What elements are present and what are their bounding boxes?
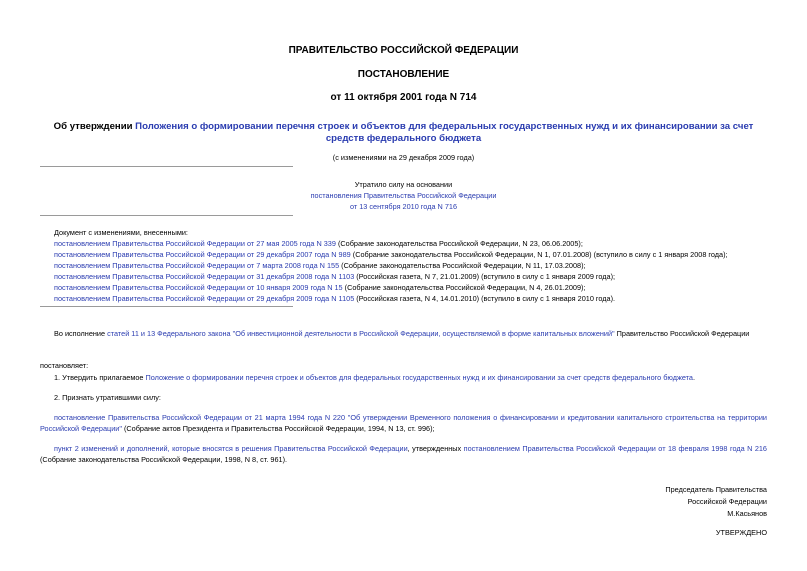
paragraph-2a: постановление Правительства Российской Федерации от 21 марта 1994 года N 220 "Об утверждении Временного положения о финансировании и кредитовании капитального строительства на территории Российской Федерации" (Собрание актов Президента и Правительства Российской Федерации, 1994, N 13, ст. 996); [40,413,767,433]
repealed-decree-link[interactable]: постановление Правительства Российской Федерации от 21 марта 1994 года N 220 "Об утверждении Временного положения о финансировании и кредитовании капитального строительства на территории Российской Федерации" [40,413,767,433]
approved-decree-link[interactable]: постановлением Правительства Российской Федерации от 18 февраля 1998 года N 216 [463,444,767,453]
amendment-link[interactable]: постановлением Правительства Российской Федерации от 29 декабря 2009 года N 1105 [54,294,355,303]
changes-link[interactable]: пункт 2 изменений и дополнений, которые вносятся в решения Правительства Российской Федерации [54,444,408,453]
changes-note: (с изменениями на 29 декабря 2009 года) [332,153,475,162]
expired-link-decree[interactable]: постановления Правительства Российской Федерации [310,191,497,200]
government-heading: ПРАВИТЕЛЬСТВО РОССИЙСКОЙ ФЕДЕРАЦИИ [288,45,519,56]
document-title [40,121,767,145]
title-prefix: Об утверждении [53,121,136,132]
law-link[interactable]: статей 11 и 13 Федерального закона "Об инвестиционной деятельности в Российской Федерации, осуществляемой в форме капитальных вложений" [107,329,615,338]
list-item: постановлением Правительства Российской Федерации от 27 мая 2005 года N 339 (Собрание законодательства Российской Федерации, N 23, 06.06.2005); [54,239,583,248]
divider [40,306,293,307]
document-date: от 11 октября 2001 года N 714 [330,92,477,103]
paragraph-2b: пункт 2 изменений и дополнений, которые вносятся в решения Правительства Российской Федерации, утвержденных постановлением Правительства Российской Федерации от 18 февраля 1998 года N 216 (Собрание законодательства Российской Федерации, 1998, N 8, ст. 961). [40,444,767,464]
expired-line: Утратило силу на основании [354,180,453,189]
regulation-link[interactable]: Положение о формировании перечня строек и объектов для федеральных государственных нужд и их финансировании за счет средств федерального бюджета [145,373,693,382]
resolves-line: постановляет: [40,361,89,370]
amendment-link[interactable]: постановлением Правительства Российской Федерации от 27 мая 2005 года N 339 [54,239,336,248]
list-item: постановлением Правительства Российской Федерации от 10 января 2009 года N 15 (Собрание законодательства Российской Федерации, N 4, 26.01.2009); [54,283,586,292]
list-item: постановлением Правительства Российской Федерации от 29 декабря 2007 года N 989 (Собрание законодательства Российской Федерации, N 1, 07.01.2008) (вступило в силу с 1 января 2008 года); [54,250,728,259]
amendment-link[interactable]: постановлением Правительства Российской Федерации от 7 марта 2008 года N 155 [54,261,340,270]
signature-name: М.Касьянов [727,509,767,518]
document-type: ПОСТАНОВЛЕНИЕ [357,69,450,80]
expired-link-date[interactable]: от 13 сентября 2010 года N 716 [349,202,458,211]
paragraph-2: 2. Признать утратившими силу: [54,393,161,402]
amendments-heading: Документ с изменениями, внесенными: [54,228,188,237]
paragraph-1: 1. Утвердить прилагаемое Положение о формировании перечня строек и объектов для федеральных государственных нужд и их финансировании за счет средств федерального бюджета. [54,373,696,382]
approved-label: УТВЕРЖДЕНО [715,528,767,537]
divider [40,166,293,167]
amendment-link[interactable]: постановлением Правительства Российской Федерации от 10 января 2009 года N 15 [54,283,343,292]
signature-country: Российской Федерации [687,497,767,506]
amendment-link[interactable]: постановлением Правительства Российской Федерации от 29 декабря 2007 года N 989 [54,250,351,259]
preamble: Во исполнение статей 11 и 13 Федерального закона "Об инвестиционной деятельности в Российской Федерации, осуществляемой в форме капитальных вложений" Правительство Российской Федерации [54,329,750,338]
signature-title: Председатель Правительства [665,485,767,494]
amendment-link[interactable]: постановлением Правительства Российской Федерации от 31 декабря 2008 года N 1103 [54,272,355,281]
list-item: постановлением Правительства Российской Федерации от 7 марта 2008 года N 155 (Собрание законодательства Российской Федерации, N 11, 17.03.2008); [54,261,586,270]
title-link[interactable]: Положения о формировании перечня строек и объектов для федеральных государственных нужд и их финансировании за счет средств федерального бюджета [135,121,754,144]
list-item: постановлением Правительства Российской Федерации от 29 декабря 2009 года N 1105 (Российская газета, N 4, 14.01.2010) (вступило в силу с 1 января 2010 года). [54,294,616,303]
divider [40,215,293,216]
signature-block [467,484,767,520]
list-item: постановлением Правительства Российской Федерации от 31 декабря 2008 года N 1103 (Российская газета, N 7, 21.01.2009) (вступило в силу с 1 января 2009 года); [54,272,616,281]
